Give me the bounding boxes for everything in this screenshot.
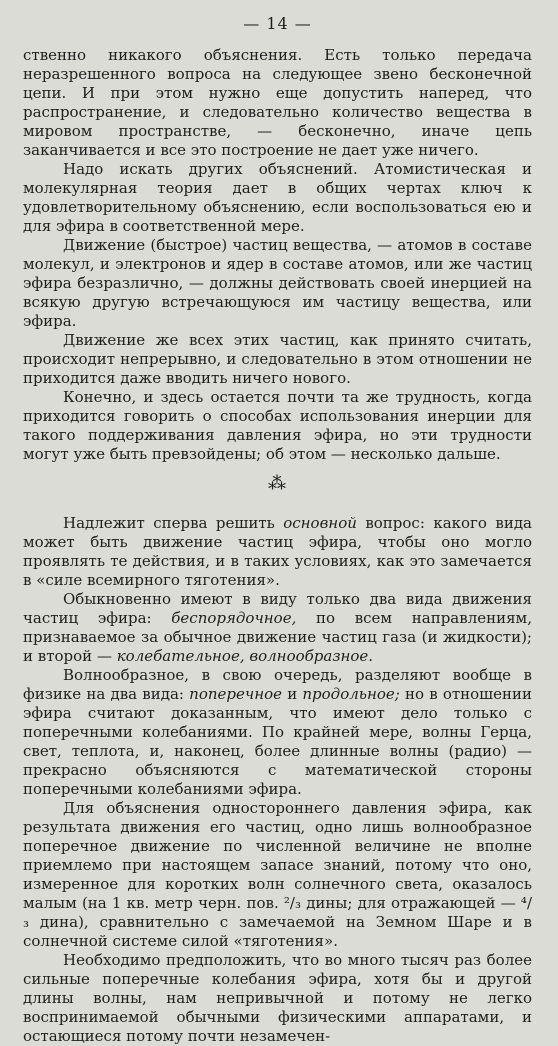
paragraph (23, 514, 532, 590)
text-run: по всем направлениям, признаваемое за обычное движение частиц газа (и жидкости); и второй — (23, 609, 532, 665)
italic-text: продольное; (302, 685, 400, 703)
paragraph (23, 799, 532, 951)
text-run: Надлежит сперва решить (63, 514, 284, 532)
italic-text: беспорядочное, (171, 609, 297, 627)
paragraph (23, 590, 532, 666)
paragraph (23, 951, 532, 1046)
text-block-bottom (23, 514, 532, 1046)
paragraph (23, 331, 532, 388)
text-run: Необходимо предположить, что во много тысяч раз более сильные поперечные колебания эфира, хотя бы и другой длины волны, нам непривычной и потому не легко воспринимаемой обычными физическими аппаратами, и остающиеся потому почти незамечен- (23, 951, 532, 1045)
text-run: и (282, 685, 303, 703)
text-run: Конечно, и здесь остается почти та же трудность, когда приходится говорить о способах использования инерции для такого поддерживания давления эфира, но эти трудности могут уже быть превзойдены; об этом — несколько дальше. (23, 388, 532, 463)
text-run: Для объяснения одностороннего давления эфира, как результата движения его частиц, одно лишь волнообразное поперечное движение по численной величине не вполне приемлемо при настоящем запасе знаний, потому что оно, измеренное для коротких волн солнечного света, оказалось малым (на 1 кв. метр черн. пов. ²/₃ дины; для отражающей — ⁴/₃ дина), сравнительно с замечаемой на Земном Шаре и в солнечной системе силой «тяготения». (23, 799, 532, 950)
italic-text: колебательное, волнообразное. (116, 647, 374, 665)
text-run: Движение же всех этих частиц, как принято считать, происходит непрерывно, и следовательно в этом отношении не приходится даже вводить ничего нового. (23, 331, 532, 387)
paragraph (23, 46, 532, 160)
text-run: Обыкновенно имеют в виду только два вида движения частиц эфира: (23, 590, 532, 627)
text-run: вопрос: какого вида может быть движение частиц эфира, чтобы оно могло проявлять те действия, и в таких условиях, как это замечается в «силе всемирного тяготения». (23, 514, 532, 589)
page-number: — 14 — (243, 14, 312, 33)
text-run: ственно никакого объяснения. Есть только передача неразрешенного вопроса на следующее звено бесконечной цепи. И при этом нужно еще допустить наперед, что распространение, и следовательно количество вещества в мировом пространстве, — бесконечно, иначе цепь заканчивается и все это построение не дает уже ничего. (23, 46, 532, 159)
paragraph (23, 388, 532, 464)
italic-text: основной (283, 514, 357, 532)
paragraph (23, 160, 532, 236)
text-run: Волнообразное, в свою очередь, разделяют вообще в физике на два вида: (23, 666, 532, 703)
section-ornament: ⁂ (268, 473, 287, 494)
text-run: но в отношении эфира считают доказанным, что имеют дело только с поперечными колебаниями. По крайней мере, волны Герца, свет, теплота, и, наконец, более длинные волны (радио) — прекрасно объясняются с математической стороны поперечными колебаниями эфира. (23, 685, 532, 798)
text-run: Движение (быстрое) частиц вещества, — атомов в составе молекул, и электронов и ядер в составе атомов, или же частиц эфира безразлично, — должны действовать своей инерцией на всякую другую встречающуюся им частицу вещества, или эфира. (23, 236, 532, 330)
paragraph (23, 236, 532, 331)
text-block-top (23, 46, 532, 464)
italic-text: поперечное (189, 685, 282, 703)
text-run: Надо искать других объяснений. Атомистическая и молекулярная теория дает в общих чертах ключ к удовлетворительному объяснению, если воспользоваться ею и для эфира в соответственной мере. (23, 160, 532, 235)
paragraph (23, 666, 532, 799)
